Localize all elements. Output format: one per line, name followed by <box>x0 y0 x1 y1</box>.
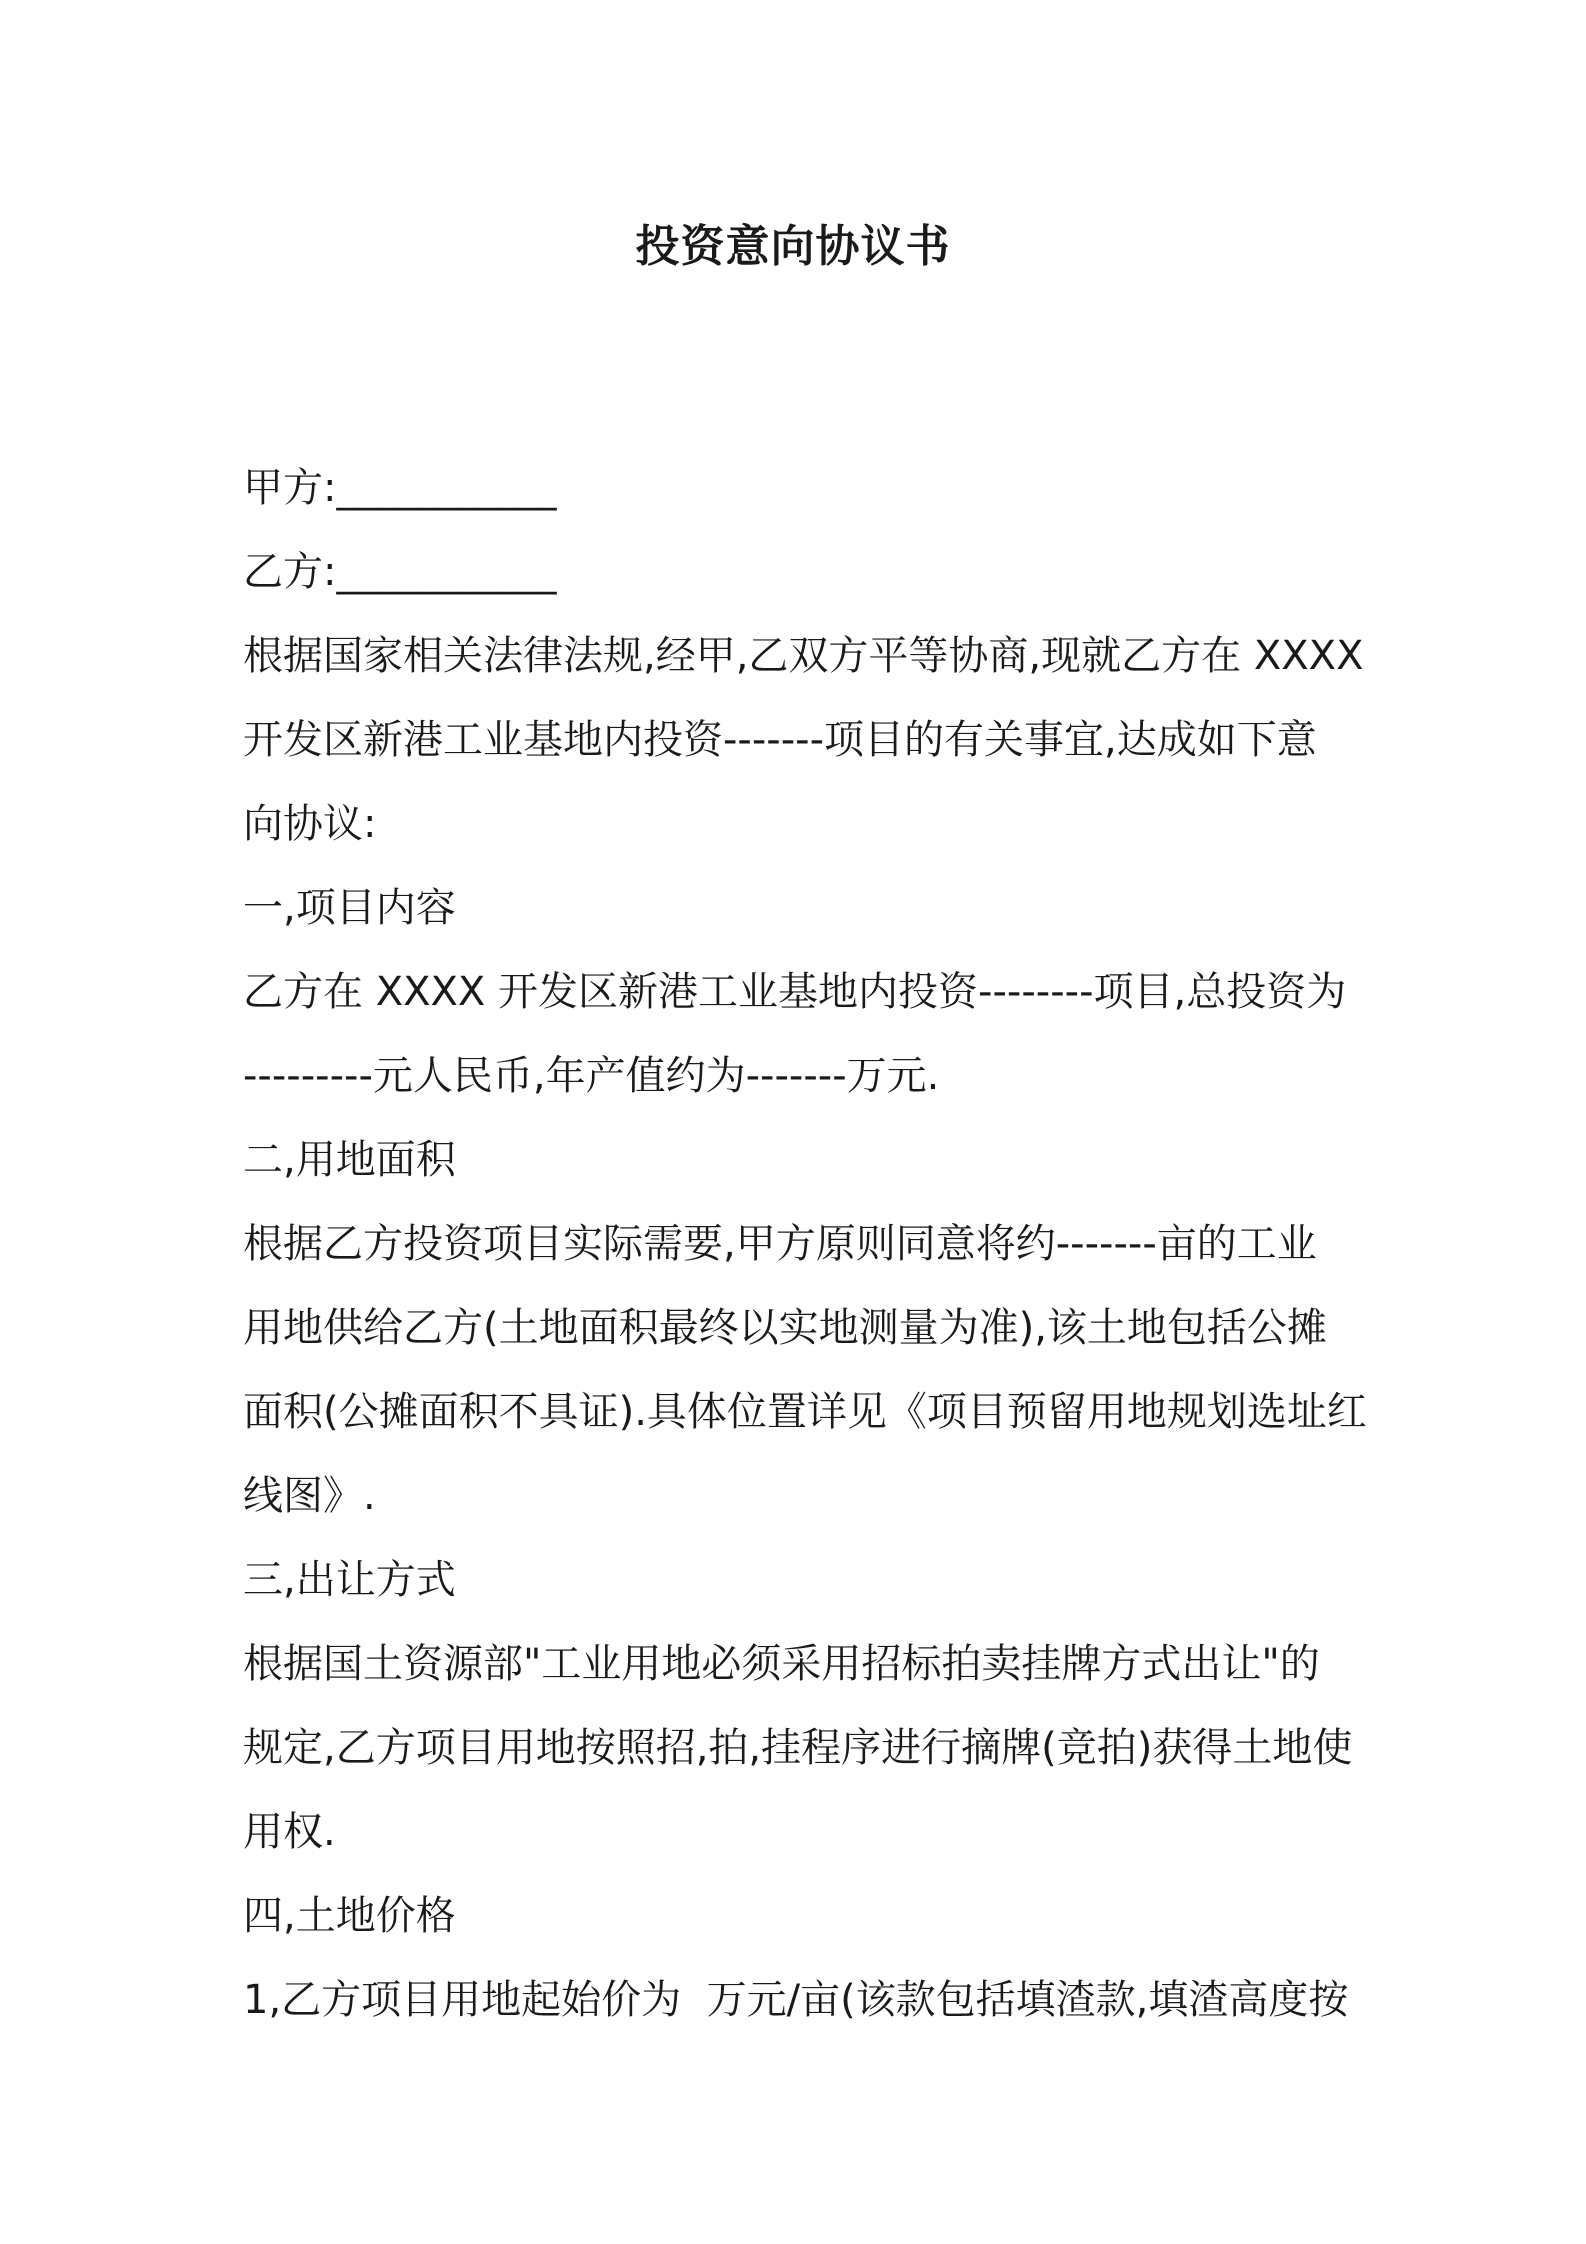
paragraph-line: 根据乙方投资项目实际需要,甲方原则同意将约-------亩的工业 <box>243 1221 1317 1267</box>
paragraph-line: 面积(公摊面积不具证).具体位置详见《项目预留用地规划选址红 <box>243 1389 1367 1435</box>
document-body <box>243 446 1367 2042</box>
preamble-line: 开发区新港工业基地内投资-------项目的有关事宜,达成如下意 <box>243 717 1317 763</box>
section-heading-transfer-method: 三,出让方式 <box>243 1557 456 1603</box>
paragraph-line: 用权. <box>243 1809 336 1855</box>
document-title: 投资意向协议书 <box>635 221 951 272</box>
party-b-line: 乙方:___________ <box>243 549 557 595</box>
party-a-line: 甲方:___________ <box>243 465 557 511</box>
paragraph-line: ---------元人民币,年产值约为-------万元. <box>243 1053 940 1099</box>
preamble-line: 向协议: <box>243 801 377 847</box>
paragraph-line: 1,乙方项目用地起始价为 万元/亩(该款包括填渣款,填渣高度按 <box>243 1977 1349 2023</box>
paragraph-line: 根据国土资源部"工业用地必须采用招标拍卖挂牌方式出让"的 <box>243 1641 1320 1687</box>
paragraph-line: 用地供给乙方(土地面积最终以实地测量为准),该土地包括公摊 <box>243 1305 1327 1351</box>
paragraph-line: 乙方在 XXXX 开发区新港工业基地内投资--------项目,总投资为 <box>243 969 1347 1015</box>
paragraph-line: 线图》. <box>243 1473 376 1519</box>
preamble-line: 根据国家相关法律法规,经甲,乙双方平等协商,现就乙方在 XXXX <box>243 633 1364 679</box>
section-heading-project-content: 一,项目内容 <box>243 885 456 931</box>
paragraph-line: 规定,乙方项目用地按照招,拍,挂程序进行摘牌(竞拍)获得土地使 <box>243 1725 1353 1771</box>
section-heading-land-area: 二,用地面积 <box>243 1137 456 1183</box>
section-heading-land-price: 四,土地价格 <box>243 1893 456 1939</box>
